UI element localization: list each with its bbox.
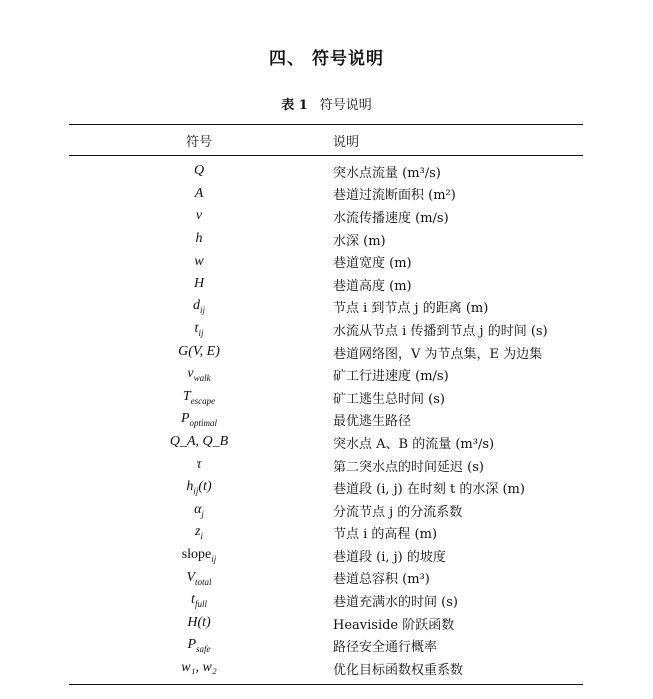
symbol-cell — [69, 457, 329, 473]
table-row — [69, 386, 583, 409]
description-cell: 突水点流量 (m³/s) — [333, 165, 441, 181]
symbol-subscript: ij — [193, 486, 199, 496]
symbol-cell — [69, 660, 329, 676]
symbol-base: Q_A, Q_B — [169, 434, 229, 450]
symbol-cell — [69, 163, 329, 179]
table-row — [69, 318, 583, 341]
table-row — [69, 273, 583, 296]
description-cell: 第二突水点的时间延迟 (s) — [333, 459, 484, 475]
description-cell: 巷道段 (i, j) 的坡度 — [333, 549, 446, 565]
symbol-base: v — [195, 208, 203, 224]
description-cell: Heaviside 阶跃函数 — [333, 617, 455, 633]
symbol-base: t — [194, 321, 199, 337]
table-row — [69, 476, 583, 499]
symbol-cell — [69, 254, 329, 270]
description-cell: 巷道网络图，V 为节点集，E 为边集 — [333, 346, 543, 362]
symbol-cell — [69, 570, 329, 587]
symbol-subscript: escape — [190, 395, 216, 406]
description-cell: 分流节点 j 的分流系数 — [333, 504, 463, 520]
table-row — [69, 183, 583, 206]
symbol-cell — [69, 366, 329, 383]
symbol-base: A — [194, 185, 204, 201]
symbol-subscript: optimal — [189, 418, 218, 429]
symbol-base: z — [195, 524, 201, 540]
symbol-base: τ — [196, 457, 202, 473]
description-cell: 巷道宽度 (m) — [333, 256, 412, 272]
table-row — [69, 160, 583, 183]
symbol-cell — [69, 637, 329, 654]
description-cell: 矿工逃生总时间 (s) — [333, 391, 445, 407]
symbol-subscript: ij — [199, 305, 205, 316]
table-row — [69, 612, 583, 635]
symbol-cell — [69, 208, 329, 224]
symbol-base: w — [194, 253, 204, 269]
symbol-cell — [69, 186, 329, 202]
description-cell: 矿工行进速度 (m/s) — [333, 369, 449, 385]
table-caption — [0, 94, 653, 113]
symbol-subscript: total — [195, 576, 212, 587]
table-row — [69, 454, 583, 477]
symbol-base: H(t) — [187, 615, 211, 631]
table-body — [69, 156, 583, 684]
table-row — [69, 522, 583, 545]
symbol-subscript: walk — [193, 373, 211, 384]
symbol-cell — [69, 389, 329, 406]
description-cell: 节点 i 的高程 (m) — [333, 527, 438, 543]
symbol-base: P — [187, 637, 197, 653]
table-row — [69, 634, 583, 657]
description-cell: 优化目标函数权重系数 — [333, 662, 464, 678]
symbol-cell — [69, 615, 329, 631]
table-row — [69, 250, 583, 273]
symbol-cell — [69, 502, 329, 519]
symbol-cell — [69, 231, 329, 247]
symbol-base: T — [182, 388, 191, 404]
description-cell: 水流传播速度 (m/s) — [333, 210, 449, 226]
description-cell: 巷道高度 (m) — [333, 278, 412, 294]
symbol-cell — [69, 276, 329, 292]
description-cell: 最优逃生路径 — [333, 414, 412, 430]
table-row — [69, 409, 583, 432]
table-row — [69, 567, 583, 590]
table-row — [69, 228, 583, 251]
symbol-base: h — [195, 231, 203, 247]
symbol-subscript: ij — [211, 553, 217, 564]
symbol-cell — [69, 434, 329, 450]
symbol-subscript: j — [201, 508, 204, 519]
caption-text: 符号说明 — [319, 98, 372, 113]
section-title: 四、 符号说明 — [269, 49, 384, 69]
symbol-cell — [69, 321, 329, 338]
symbol-base: G(V, E) — [178, 344, 220, 360]
table-row — [69, 657, 583, 680]
symbol-cell — [69, 479, 329, 496]
symbol-base: slope — [181, 546, 212, 562]
symbol-base: v — [187, 366, 194, 382]
symbol-cell — [69, 547, 329, 564]
symbol-subscript: ij — [198, 327, 204, 338]
symbol-cell — [69, 411, 329, 428]
table-header — [69, 125, 583, 156]
symbol-table — [69, 124, 583, 685]
header-description: 说明 — [333, 134, 360, 150]
caption-label: 表 1 — [281, 98, 308, 113]
header-symbol: 符号 — [185, 134, 212, 150]
symbol-base: Q — [193, 163, 205, 179]
description-cell: 路径安全通行概率 — [333, 640, 438, 656]
symbol-subscript: safe — [196, 644, 211, 655]
symbol-base: H — [193, 276, 205, 292]
symbol-base: t — [191, 592, 195, 608]
table-row — [69, 363, 583, 386]
symbol-base: w₁, w₂ — [181, 660, 217, 676]
table-row — [69, 296, 583, 319]
symbol-base: P — [180, 411, 190, 427]
symbol-cell — [69, 592, 329, 609]
table-row — [69, 589, 583, 612]
description-cell: 突水点 A、B 的流量 (m³/s) — [333, 436, 495, 452]
table-row — [69, 205, 583, 228]
description-cell: 巷道过流断面积 (m²) — [333, 188, 456, 204]
description-cell: 水流从节点 i 传播到节点 j 的时间 (s) — [333, 323, 548, 339]
table-row — [69, 544, 583, 567]
description-cell: 水深 (m) — [333, 233, 386, 249]
table-row — [69, 431, 583, 454]
table-row — [69, 499, 583, 522]
symbol-base: V — [186, 569, 196, 585]
symbol-subscript: i — [200, 531, 203, 542]
symbol-cell — [69, 298, 329, 315]
symbol-base: h — [186, 479, 194, 495]
symbol-suffix: (t) — [198, 479, 212, 495]
table-row — [69, 341, 583, 364]
description-cell: 巷道段 (i, j) 在时刻 t 的水深 (m) — [333, 482, 525, 498]
symbol-base: α — [194, 501, 202, 517]
symbol-subscript: full — [194, 598, 207, 609]
symbol-cell — [69, 524, 329, 541]
description-cell: 巷道总容积 (m³) — [333, 572, 430, 588]
description-cell: 节点 i 到节点 j 的距离 (m) — [333, 301, 489, 317]
description-cell: 巷道充满水的时间 (s) — [333, 595, 458, 611]
symbol-cell — [69, 344, 329, 360]
symbol-base: d — [192, 298, 200, 314]
